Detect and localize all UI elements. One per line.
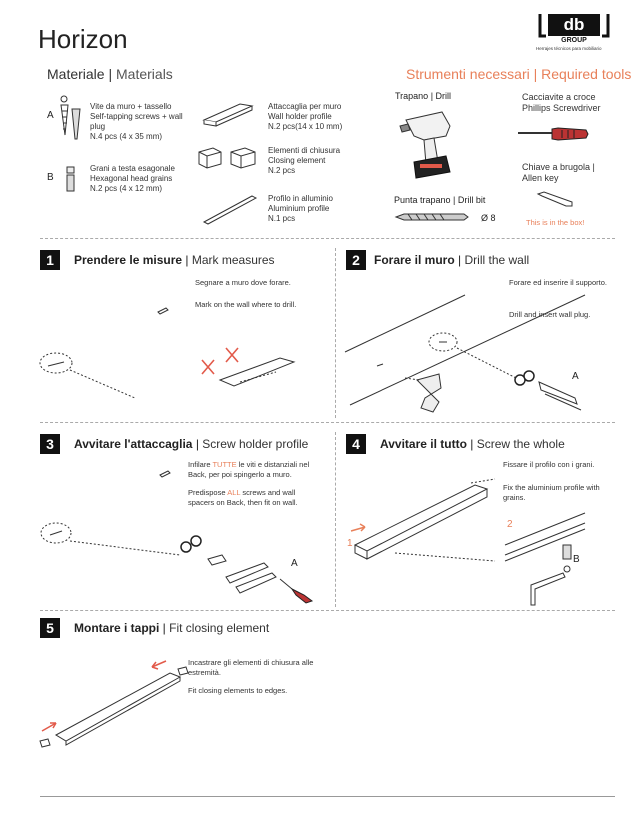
material-profile-qty: N.1 pcs <box>268 214 296 223</box>
material-a-name-en: Self-tapping screws + wall plug <box>90 112 183 131</box>
step-1-text-it: Segnare a muro dove forare. <box>195 278 291 287</box>
step-1-title-en: Mark measures <box>191 253 275 267</box>
material-holder-name-en: Wall holder profile <box>268 112 332 121</box>
step-4-illustration <box>345 475 615 610</box>
screwdriver-icon <box>516 124 596 144</box>
step-2-label-a: A <box>572 371 579 382</box>
step-4-text-it: Fissare il profilo con i grani. <box>503 460 595 469</box>
aluminium-profile-icon <box>200 192 260 228</box>
tool-screwdriver-en: Phillips Screwdriver <box>522 103 601 113</box>
material-a-size: (4 x 35 mm) <box>119 132 163 141</box>
step-4-title: Avvitare il tutto | Screw the whole <box>380 437 565 451</box>
step-2-title-en: Drill the wall <box>464 253 530 267</box>
step-5-title-it: Montare i tappi <box>74 621 160 635</box>
material-b-name-it: Grani a testa esagonale <box>90 164 175 173</box>
wall-holder-profile-icon <box>200 100 255 130</box>
page-title: Horizon <box>38 24 128 54</box>
logo-tagline: Herrajes técnicos para mobiliario <box>536 46 602 51</box>
step-3-illustration <box>40 465 330 605</box>
step-3-title-it: Avvitare l'attaccaglia <box>74 437 193 451</box>
step-2-title: Forare il muro | Drill the wall <box>374 253 530 267</box>
logo-graphic <box>536 12 612 42</box>
drill-bit-icon <box>394 212 474 222</box>
materials-heading: Materiale | Materials <box>47 66 173 82</box>
step-3-title-en: Screw holder profile <box>202 437 309 451</box>
step-3-text-en-1: Predispose <box>188 488 228 497</box>
step-2-text-en: Drill and insert wall plug. <box>509 310 591 319</box>
step-5-text-en: Fit closing elements to edges. <box>188 686 288 695</box>
step-4-title-en: Screw the whole <box>476 437 565 451</box>
footer-rule <box>40 796 615 797</box>
step-3-number: 3 <box>40 434 60 454</box>
material-a-qty: N.4 pcs <box>90 132 118 141</box>
tools-heading: Strumenti necessari | Required tools <box>406 66 632 82</box>
material-holder-text <box>268 102 388 132</box>
tool-drill-it: Trapano <box>395 91 429 101</box>
step-4-marker-2: 2 <box>507 519 513 530</box>
material-profile-name-en: Aluminium profile <box>268 204 330 213</box>
material-letter-a: A <box>47 110 54 121</box>
material-letter-b: B <box>47 172 54 183</box>
tool-drill-label: Trapano | Drill <box>395 91 452 101</box>
step-2-illustration <box>345 290 615 415</box>
divider <box>335 248 336 418</box>
step-3-text-en-2: screws and wall spacers on Back, then fit on wall. <box>188 488 298 507</box>
divider <box>40 422 615 423</box>
divider <box>335 432 336 607</box>
step-5-title: Montare i tappi | Fit closing element <box>74 621 270 635</box>
step-4-number: 4 <box>346 434 366 454</box>
step-3-label-a: A <box>291 558 298 569</box>
material-a-text <box>90 102 200 142</box>
divider <box>40 610 615 611</box>
step-3-title: Avvitare l'attaccaglia | Screw holder profile <box>74 437 309 451</box>
material-b-name-en: Hexagonal head grains <box>90 174 173 183</box>
tools-heading-it: Strumenti necessari <box>406 66 530 82</box>
materials-heading-it: Materiale <box>47 66 105 82</box>
step-2-text-it: Forare ed inserire il supporto. <box>509 278 607 287</box>
step-1-text-en: Mark on the wall where to drill. <box>195 300 297 309</box>
step-4-marker-1: 1 <box>347 538 353 549</box>
step-1-number: 1 <box>40 250 60 270</box>
step-1-illustration <box>40 290 340 400</box>
material-closing-name-en: Closing element <box>268 156 326 165</box>
step-2-number: 2 <box>346 250 366 270</box>
drill-bit-size: Ø 8 <box>481 213 496 223</box>
step-4-label-b: B <box>573 554 580 565</box>
step-3-text-it-2: le viti e distanziali nel Back, per poi spingerlo a muro. <box>188 460 310 479</box>
step-3-text-it-1: Infilare <box>188 460 213 469</box>
tool-drill-bit-it: Punta trapano <box>394 195 451 205</box>
hex-grain-icon <box>64 165 78 195</box>
material-closing-text <box>268 146 388 176</box>
tool-screwdriver-label <box>522 92 632 114</box>
tool-drill-bit-label: Punta trapano | Drill bit <box>394 195 486 205</box>
material-holder-qty: N.2 pcs <box>268 122 296 131</box>
step-2-title-it: Forare il muro <box>374 253 455 267</box>
tool-allen-it: Chiave a brugola <box>522 162 591 172</box>
logo-text: db <box>563 15 585 34</box>
material-a-name-it: Vite da muro + tassello <box>90 102 172 111</box>
allen-key-icon <box>536 190 576 210</box>
drill-icon <box>398 106 458 184</box>
step-1-title-it: Prendere le misure <box>74 253 183 267</box>
materials-heading-en: Materials <box>116 66 173 82</box>
step-4-text-en: Fix the aluminium profile with grains. <box>503 483 600 502</box>
material-b-qty: N.2 pcs <box>90 184 118 193</box>
material-closing-qty: N.2 pcs <box>268 166 296 175</box>
allen-in-box-note: This is in the box! <box>526 218 585 227</box>
screw-and-plug-icon <box>58 95 88 145</box>
step-5-number: 5 <box>40 618 60 638</box>
step-5-text-it: Incastrare gli elementi di chiusura alle estremità. <box>188 658 314 677</box>
material-profile-text <box>268 194 388 224</box>
step-3-text-en-highlight: ALL <box>227 488 241 497</box>
material-b-text <box>90 164 200 194</box>
logo-group: GROUP <box>561 37 587 44</box>
tool-screwdriver-it: Cacciavite a croce <box>522 92 596 102</box>
material-b-size: (4 x 12 mm) <box>119 184 163 193</box>
tool-allen-label: Chiave a brugola | Allen key <box>522 162 632 184</box>
divider <box>40 238 615 239</box>
step-5-illustration <box>36 655 196 755</box>
closing-element-icon <box>195 142 265 170</box>
material-holder-name-it: Attaccaglia per muro <box>268 102 342 111</box>
tool-drill-bit-en: Drill bit <box>457 195 486 205</box>
step-1-title: Prendere le misure | Mark measures <box>74 253 275 267</box>
brand-logo <box>536 12 612 42</box>
step-5-title-en: Fit closing element <box>169 621 270 635</box>
material-profile-name-it: Profilo in alluminio <box>268 194 333 203</box>
tools-heading-en: Required tools <box>541 66 632 82</box>
tool-drill-en: Drill <box>435 91 452 101</box>
step-3-text-it-highlight: TUTTE <box>212 460 237 469</box>
material-closing-name-it: Elementi di chiusura <box>268 146 341 155</box>
material-holder-size: (14 x 10 mm) <box>295 122 343 131</box>
step-4-title-it: Avvitare il tutto <box>380 437 467 451</box>
tool-allen-en: Allen key <box>522 173 559 183</box>
